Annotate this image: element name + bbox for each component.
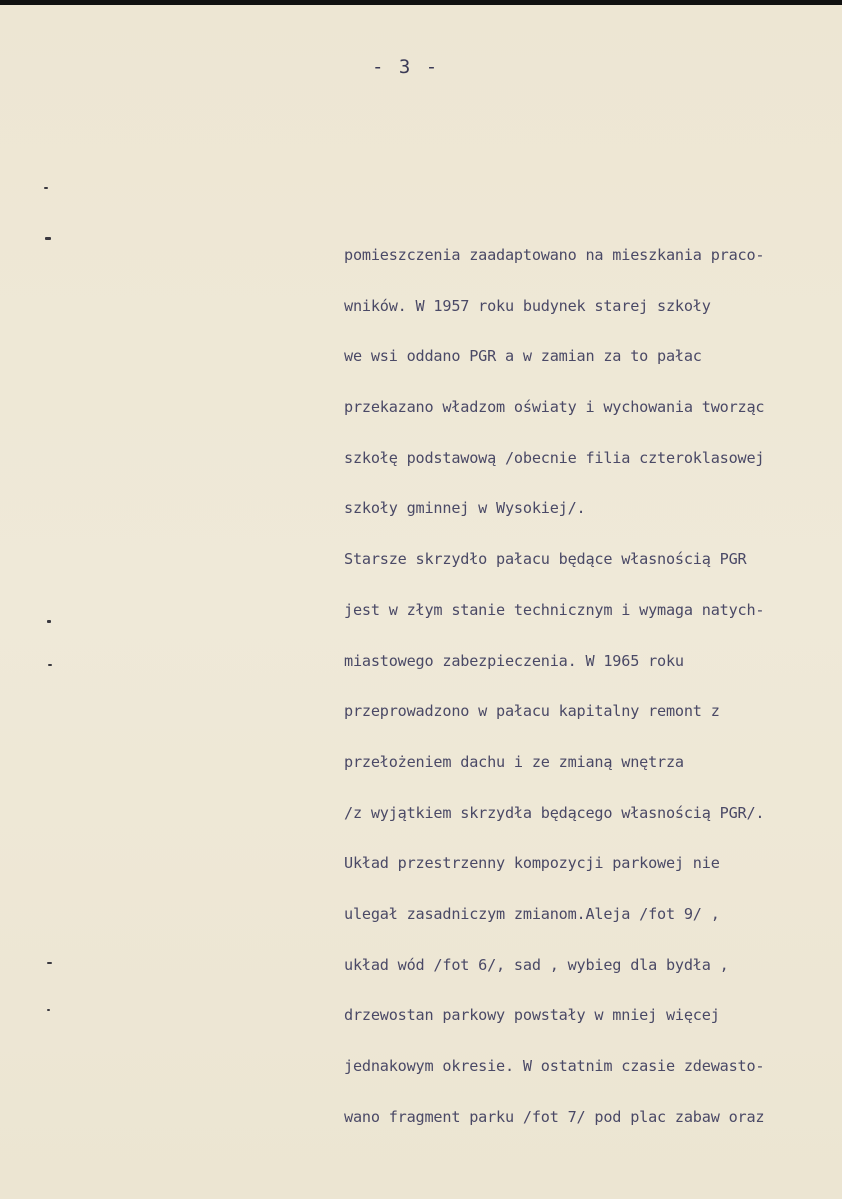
margin-mark (44, 187, 48, 189)
text-line: wano fragment parku /fot 7/ pod plac zabaw oraz (344, 1107, 765, 1126)
margin-mark (47, 620, 51, 623)
text-line: /z wyjątkiem skrzydła będącego własnością PGR/. (344, 803, 765, 822)
text-line: przełożeniem dachu i ze zmianą wnętrza (344, 752, 684, 771)
text-line: przeprowadzono w pałacu kapitalny remont z (344, 702, 720, 721)
text-line: ulegał zasadniczym zmianom.Aleja /fot 9/ , (344, 904, 720, 923)
text-line: Układ przestrzenny kompozycji parkowej nie (344, 854, 720, 873)
text-line: jednakowym okresie. W ostatnim czasie zdewasto- (344, 1057, 765, 1075)
text-line: miastowego zabezpieczenia. W 1965 roku (344, 651, 684, 670)
text-line: szkołę podstawową /obecnie filia czteroklasowej (344, 448, 765, 467)
text-line: Starsze skrzydło pałacu będące własnością PGR (344, 550, 747, 569)
text-line: szkoły gminnej w Wysokiej/. (344, 499, 586, 518)
text-line: układ wód /fot 6/, sad , wybieg dla bydła , (344, 955, 729, 974)
text-line: wników. W 1957 roku budynek starej szkoły (344, 296, 711, 315)
margin-mark (48, 664, 52, 666)
page-number: - 3 - (372, 56, 440, 78)
text-line: drzewostan parkowy powstały w mniej więcej (344, 1006, 720, 1025)
text-line: przekazano władzom oświaty i wychowania tworząc (344, 398, 765, 417)
typewritten-text (344, 240, 824, 1152)
text-line: jest w złym stanie technicznym i wymaga natych- (344, 600, 765, 619)
margin-mark (47, 1009, 50, 1011)
scan-top-edge (0, 0, 842, 5)
text-line: we wsi oddano PGR a w zamian za to pałac (344, 347, 702, 366)
margin-mark (47, 962, 52, 964)
margin-mark (45, 237, 51, 240)
text-line: pomieszczenia zaadaptowano na mieszkania praco- (344, 246, 765, 264)
